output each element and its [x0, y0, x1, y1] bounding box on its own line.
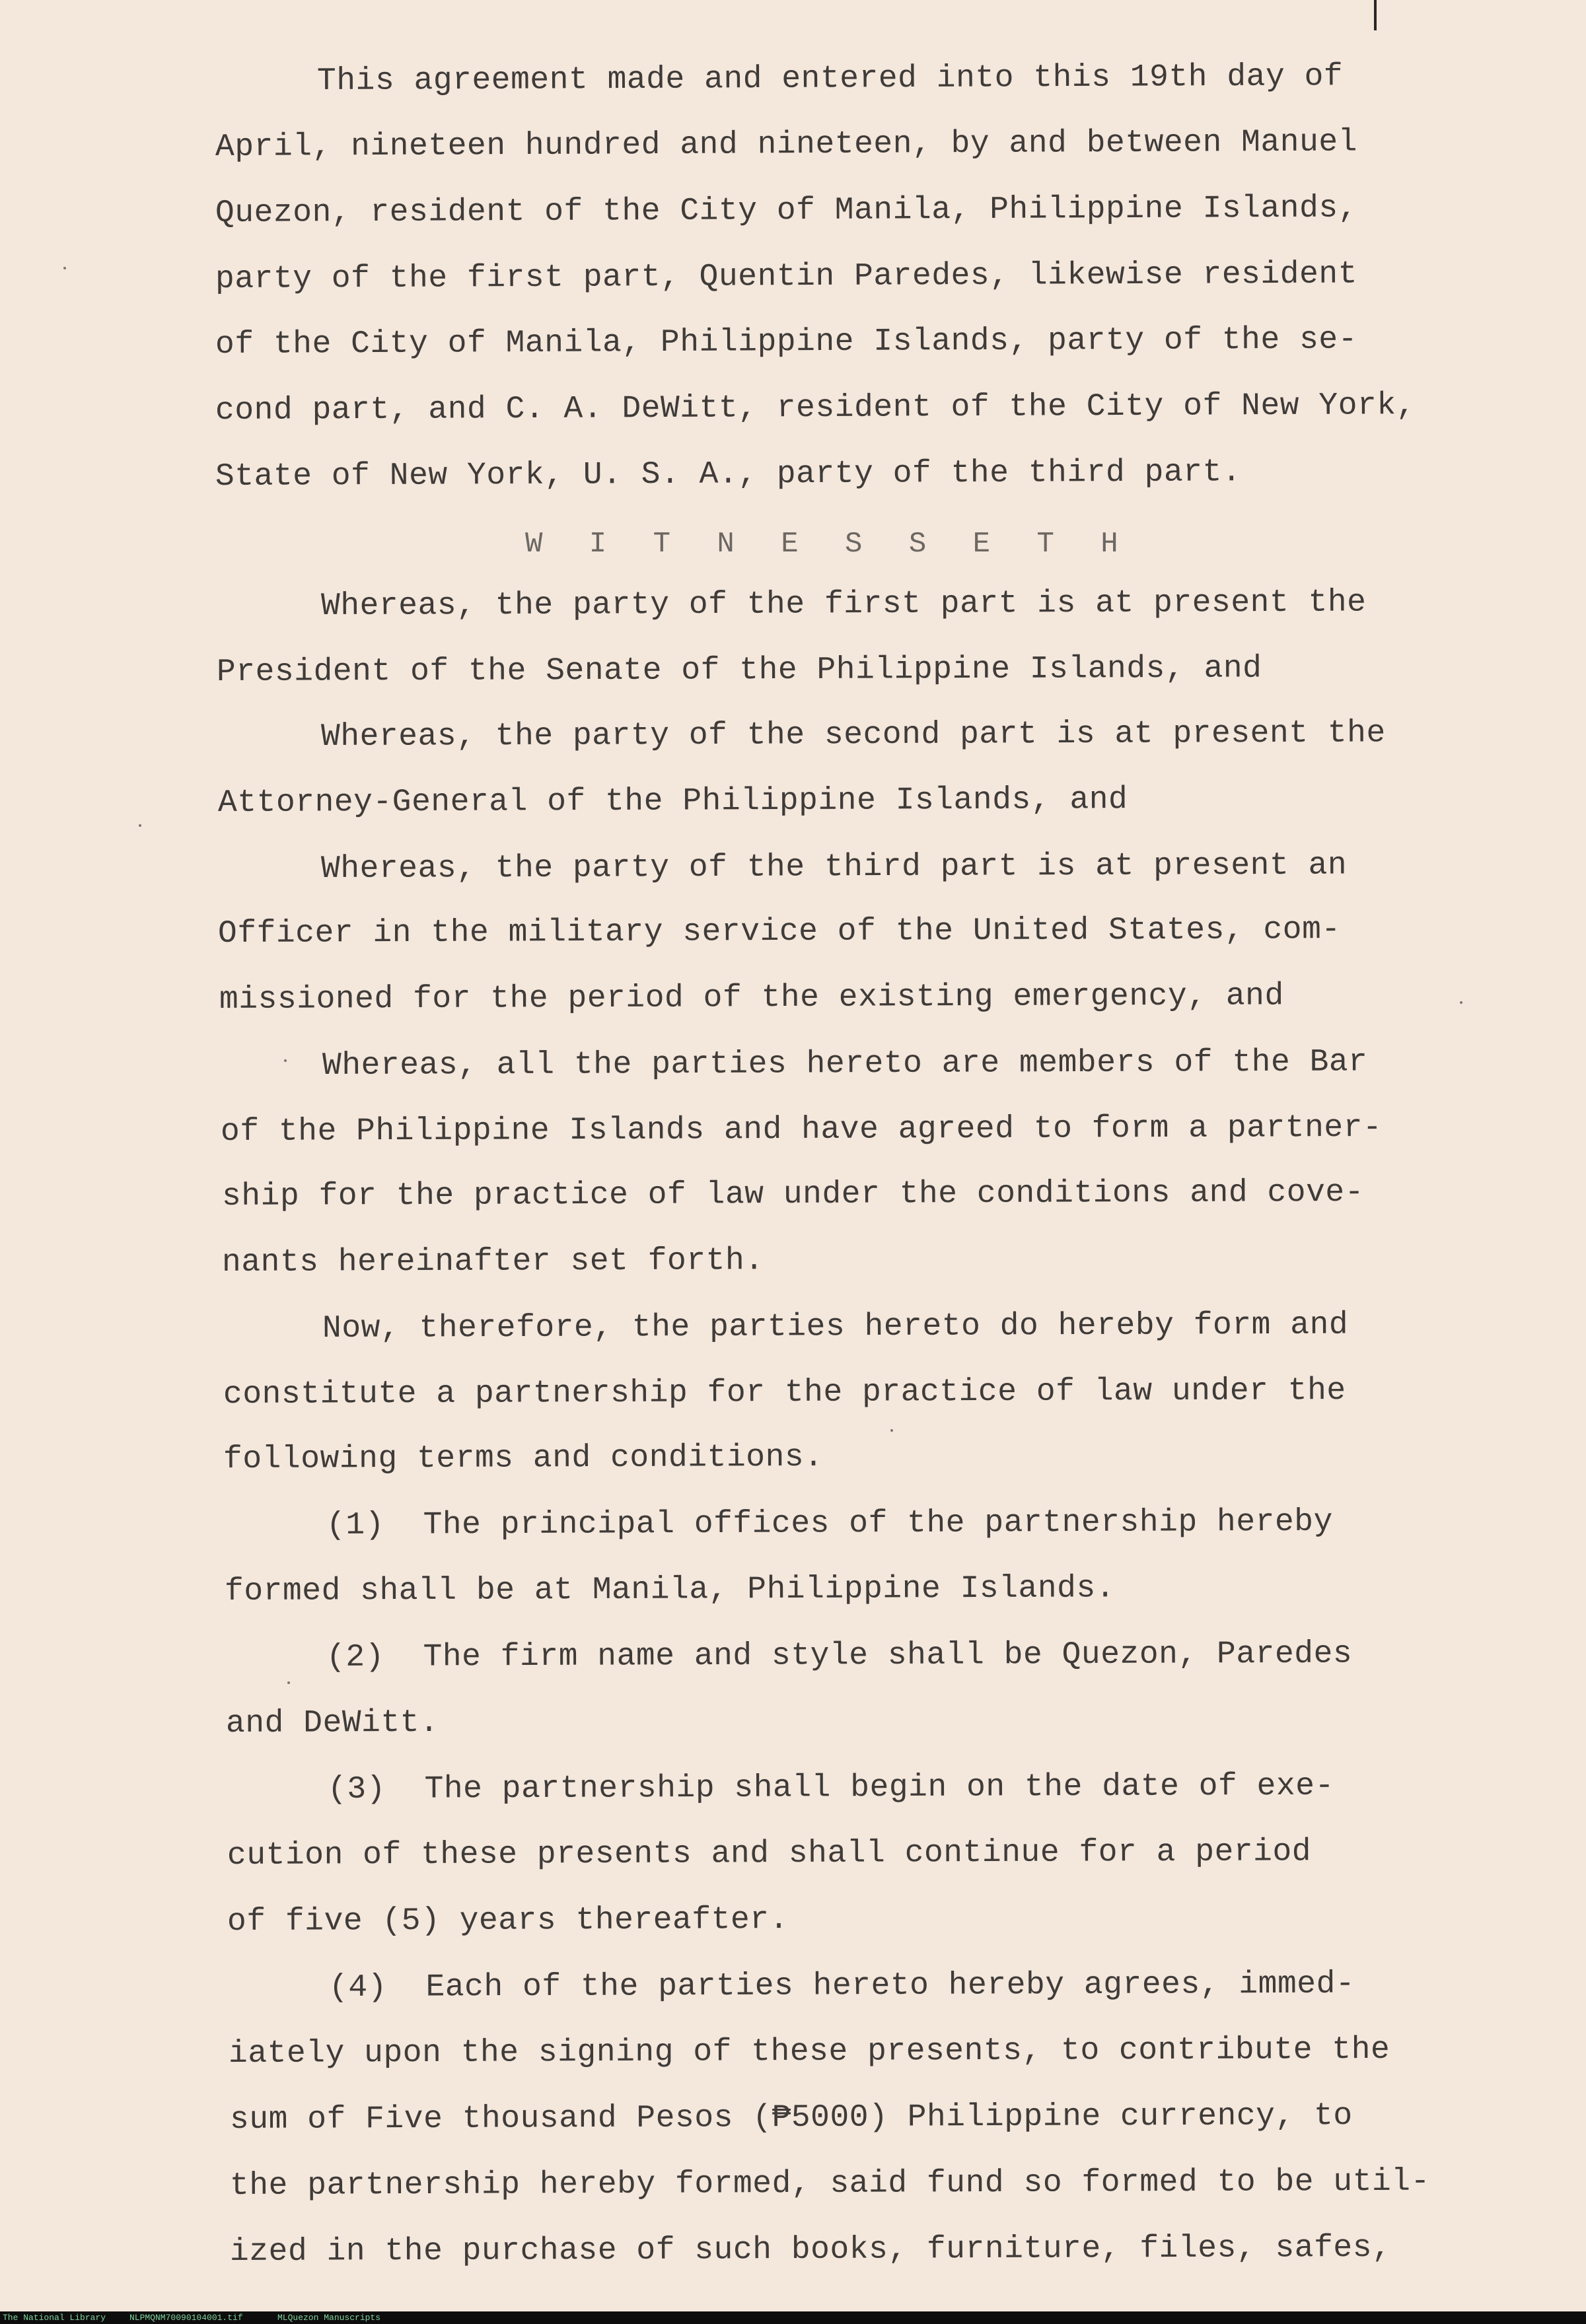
text-line-16: Whereas, all the parties hereto are members of the Bar	[322, 1044, 1368, 1084]
clause-3-line-3: of five (5) years thereafter.	[227, 1902, 789, 1940]
text-line-9: Whereas, the party of the first part is at present the	[320, 584, 1367, 624]
text-line-10: President of the Senate of the Philippine Islands, and	[216, 651, 1262, 690]
paper-speck	[890, 1429, 893, 1432]
text-line-11: Whereas, the party of the second part is at present the	[320, 715, 1386, 755]
paper-speck	[287, 1681, 290, 1684]
footer-collection: MLQuezon Manuscripts	[277, 2313, 381, 2323]
paper-speck	[139, 824, 141, 827]
paper-speck	[1460, 1001, 1462, 1004]
margin-tick-mark	[1374, 0, 1377, 30]
paper-speck	[284, 1059, 287, 1062]
text-line-4: party of the first part, Quentin Paredes, likewise resident	[215, 256, 1358, 297]
clause-4-line-4: the partnership hereby formed, said fund so formed to be util-	[229, 2164, 1430, 2204]
text-line-7: State of New York, U. S. A., party of the third part.	[215, 454, 1242, 495]
footer-library: The National Library	[3, 2313, 106, 2323]
witnesseth-heading: W I T N E S S E T H	[525, 528, 1133, 561]
text-line-18: ship for the practice of law under the conditions and cove-	[221, 1174, 1365, 1215]
text-line-22: following terms and conditions.	[223, 1439, 824, 1477]
scan-footer-bar	[0, 2311, 1586, 2324]
text-line-1: This agreement made and entered into this 19th day of	[316, 59, 1344, 99]
text-line-12: Attorney-General of the Philippine Islands, and	[217, 782, 1128, 821]
clause-4-line-5: ized in the purchase of such books, furniture, files, safes,	[229, 2230, 1392, 2270]
text-line-6: cond part, and C. A. DeWitt, resident of the City of New York,	[215, 388, 1416, 429]
clause-1-line-1: (1) The principal offices of the partnership hereby	[326, 1504, 1333, 1543]
text-line-17: of the Philippine Islands and have agreed to form a partner-	[220, 1109, 1383, 1150]
text-line-3: Quezon, resident of the City of Manila, Philippine Islands,	[215, 190, 1358, 231]
text-line-21: constitute a partnership for the practice of law under the	[223, 1373, 1346, 1413]
clause-3-line-2: cution of these presents and shall continue for a period	[227, 1834, 1312, 1874]
text-line-13: Whereas, the party of the third part is at present an	[320, 847, 1348, 887]
footer-filename: NLPMQNM70090104001.tif	[129, 2313, 243, 2323]
text-line-14: Officer in the military service of the United States, com-	[217, 912, 1341, 952]
clause-4-line-2: iately upon the signing of these presents, to contribute the	[228, 2031, 1390, 2072]
paper-speck	[63, 267, 66, 269]
clause-4-line-1: (4) Each of the parties hereto hereby agrees, immed-	[328, 1966, 1355, 2006]
text-line-2: April, nineteen hundred and nineteen, by and between Manuel	[215, 124, 1358, 165]
clause-2-line-2: and DeWitt.	[225, 1705, 439, 1742]
clause-1-line-2: formed shall be at Manila, Philippine Islands.	[224, 1570, 1116, 1609]
text-line-19: nants hereinafter set forth.	[221, 1243, 764, 1281]
clause-3-line-1: (3) The partnership shall begin on the date of exe-	[327, 1768, 1334, 1808]
text-line-20: Now, therefore, the parties hereto do hereby form and	[322, 1307, 1349, 1347]
clause-2-line-1: (2) The firm name and style shall be Quezon, Paredes	[326, 1636, 1353, 1675]
text-line-5: of the City of Manila, Philippine Islands, party of the se-	[215, 322, 1358, 363]
text-line-15: missioned for the period of the existing emergency, and	[219, 978, 1284, 1018]
clause-4-line-3: sum of Five thousand Pesos (₱5000) Philippine currency, to	[229, 2098, 1353, 2138]
